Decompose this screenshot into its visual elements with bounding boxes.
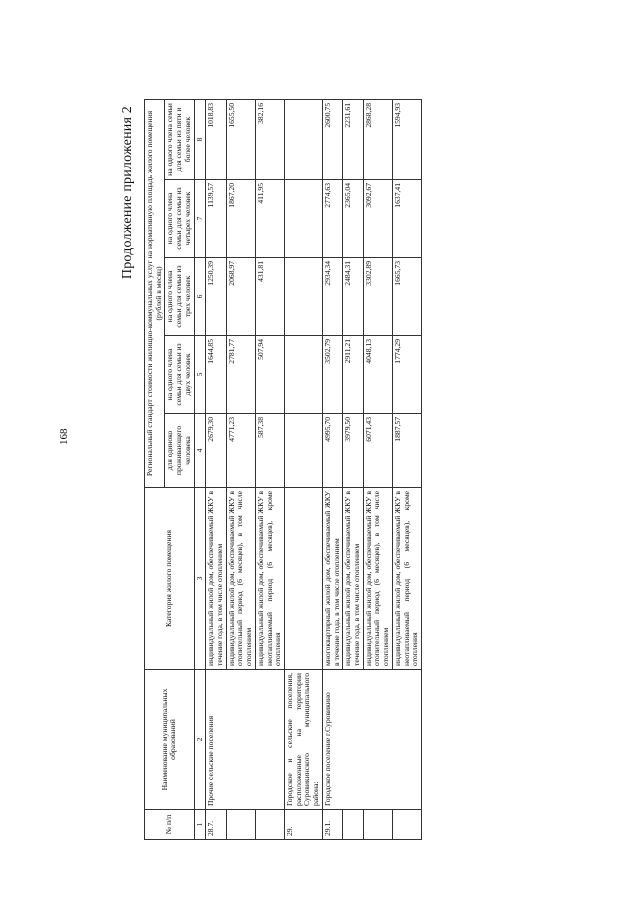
row-value: 2600,75 bbox=[322, 99, 342, 179]
row-municipality: Городское поселение г.Суровикино bbox=[322, 670, 421, 810]
row-category: индивидуальный жилой дом, обеспечиваемый ЖКУ в отопительный период (6 месяцев), в том числе отоплением bbox=[363, 488, 392, 670]
header-sub-2: на одного члена семьи для семьи из двух человек bbox=[165, 336, 194, 414]
row-category: индивидуальный жилой дом, обеспечиваемый ЖКУ в течение года, в том числе отоплением bbox=[343, 488, 363, 670]
row-value: 4995,70 bbox=[322, 414, 342, 488]
row-value: 1139,57 bbox=[206, 180, 226, 258]
row-value: 2484,31 bbox=[343, 258, 363, 336]
row-value: 2911,21 bbox=[343, 336, 363, 414]
appendix-caption: Продолжение приложения 2 bbox=[120, 106, 135, 280]
page-number: 168 bbox=[58, 428, 70, 445]
row-value bbox=[284, 180, 322, 258]
row-no: 29.1. bbox=[322, 810, 342, 840]
row-value: 1887,57 bbox=[392, 414, 421, 488]
col-number: 6 bbox=[194, 258, 206, 336]
header-row-top bbox=[145, 99, 165, 839]
row-value: 1637,41 bbox=[392, 180, 421, 258]
table-row bbox=[206, 99, 226, 839]
row-value: 431,81 bbox=[255, 258, 284, 336]
row-no bbox=[255, 810, 284, 840]
header-name: Наименование муниципальных образований bbox=[145, 670, 195, 810]
row-category: индивидуальный жилой дом, обеспечиваемый ЖКУ в отопительный период (6 месяцев), в том числе отоплением bbox=[226, 488, 255, 670]
row-value: 3979,50 bbox=[343, 414, 363, 488]
row-category: индивидуальный жилой дом, обеспечиваемый ЖКУ в течение года, в том числе отоплением bbox=[206, 488, 226, 670]
row-value: 6071,43 bbox=[363, 414, 392, 488]
table-row-group-heading bbox=[284, 99, 322, 839]
row-value: 2868,28 bbox=[363, 99, 392, 179]
row-value: 1250,39 bbox=[206, 258, 226, 336]
header-sub-3: на одного члена семьи для семьи из трех человек bbox=[165, 258, 194, 336]
row-value: 1018,83 bbox=[206, 99, 226, 179]
row-value: 1665,73 bbox=[392, 258, 421, 336]
row-category: индивидуальный жилой дом, обеспечиваемый ЖКУ в неотапливаемый период (6 месяцев), кроме отопления bbox=[392, 488, 421, 670]
column-number-row bbox=[194, 99, 206, 839]
row-value: 3502,79 bbox=[322, 336, 342, 414]
row-value: 2068,97 bbox=[226, 258, 255, 336]
table-row bbox=[322, 99, 342, 839]
row-value bbox=[284, 99, 322, 179]
row-value: 3092,67 bbox=[363, 180, 392, 258]
header-sub-4: на одного члена семьи для семьи из четырех человек bbox=[165, 180, 194, 258]
row-value: 3302,89 bbox=[363, 258, 392, 336]
row-category: многоквартирный жилой дом, обеспечиваемый ЖКУ в течение года, в том числе отоплением bbox=[322, 488, 342, 670]
header-standard: Региональный стандарт стоимости жилищно-коммунальных услуг на нормативную площадь жилого помещения (рублей в месяц) bbox=[145, 99, 165, 487]
row-value: 2231,61 bbox=[343, 99, 363, 179]
row-no bbox=[392, 810, 421, 840]
row-value: 507,94 bbox=[255, 336, 284, 414]
row-no: 29. bbox=[284, 810, 322, 840]
row-value: 2934,34 bbox=[322, 258, 342, 336]
row-value bbox=[284, 258, 322, 336]
row-value: 2774,63 bbox=[322, 180, 342, 258]
row-municipality: Городское и сельские поселения, расположенные на территории Суровикинского муниципального района: bbox=[284, 670, 322, 810]
row-value: 1774,29 bbox=[392, 336, 421, 414]
row-value: 2365,04 bbox=[343, 180, 363, 258]
header-sub-5: на одного члена семьи для семьи из пяти и более человек bbox=[165, 99, 194, 179]
row-no bbox=[226, 810, 255, 840]
row-no: 28.7. bbox=[206, 810, 226, 840]
row-value: 382,16 bbox=[255, 99, 284, 179]
col-number: 1 bbox=[194, 810, 206, 840]
row-value: 1867,20 bbox=[226, 180, 255, 258]
row-value: 4048,13 bbox=[363, 336, 392, 414]
row-value: 4771,23 bbox=[226, 414, 255, 488]
row-value: 2781,77 bbox=[226, 336, 255, 414]
row-no bbox=[363, 810, 392, 840]
row-value: 1594,93 bbox=[392, 99, 421, 179]
row-municipality: Прочие сельские поселения bbox=[206, 670, 285, 810]
col-number: 4 bbox=[194, 414, 206, 488]
row-value: 1644,85 bbox=[206, 336, 226, 414]
row-category bbox=[284, 488, 322, 670]
col-number: 5 bbox=[194, 336, 206, 414]
row-value: 411,95 bbox=[255, 180, 284, 258]
col-number: 2 bbox=[194, 670, 206, 810]
row-value bbox=[284, 414, 322, 488]
tariff-table bbox=[144, 99, 422, 840]
header-category: Категория жилого помещения bbox=[145, 488, 195, 670]
col-number: 3 bbox=[194, 488, 206, 670]
col-number: 8 bbox=[194, 99, 206, 179]
row-category: индивидуальный жилой дом, обеспечиваемый ЖКУ в неотапливаемый период (6 месяцев), кроме отопления bbox=[255, 488, 284, 670]
row-value: 1655,50 bbox=[226, 99, 255, 179]
rotated-page-content bbox=[110, 100, 630, 840]
header-no: № п/п bbox=[145, 810, 195, 840]
row-value: 2679,30 bbox=[206, 414, 226, 488]
row-value: 587,38 bbox=[255, 414, 284, 488]
header-sub-1: для одиноко проживающего человека bbox=[165, 414, 194, 488]
row-value bbox=[284, 336, 322, 414]
row-no bbox=[343, 810, 363, 840]
col-number: 7 bbox=[194, 180, 206, 258]
